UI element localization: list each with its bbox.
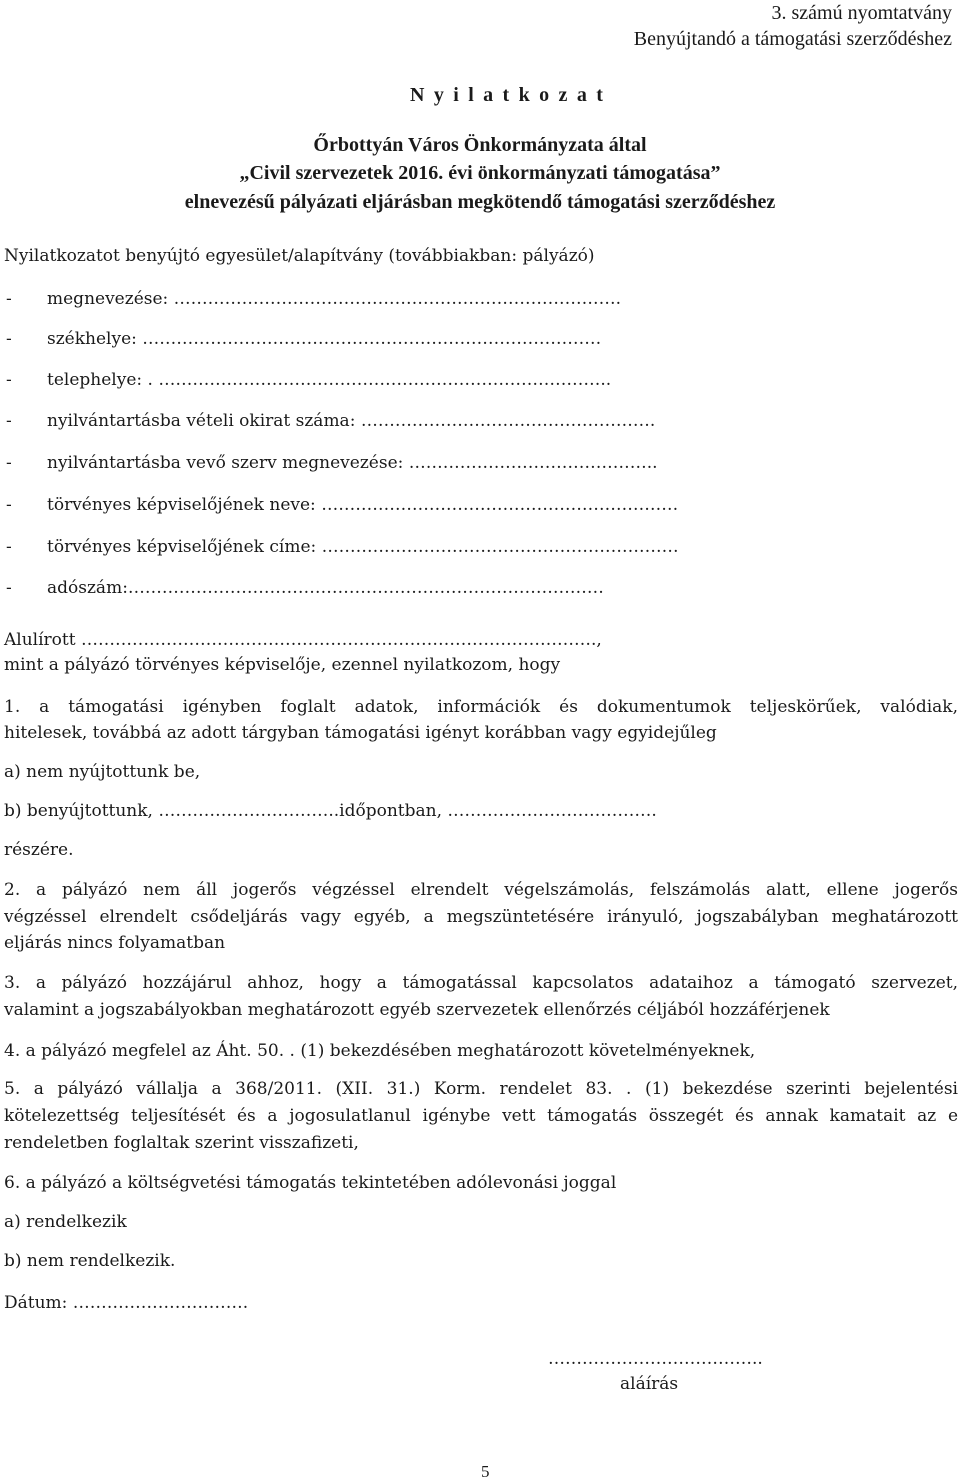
intro-text: Nyilatkozatot benyújtó egyesület/alapítvány (továbbiakban: pályázó) (4, 246, 595, 266)
field-reg-authority: nyilvántartásba vevő szerv megnevezése: …………………………………….. (47, 453, 658, 473)
list-dash: - (6, 411, 12, 431)
point-6-option-a: a) rendelkezik (4, 1212, 127, 1232)
field-name: megnevezése: ……………………………………………………………………. (47, 289, 622, 309)
form-number: 3. számú nyomtatvány (771, 2, 952, 24)
list-dash: - (6, 289, 12, 309)
field-rep-name: törvényes képviselőjének neve: ……………………………………………………… (47, 495, 679, 515)
list-dash: - (6, 370, 12, 390)
subtitle-line-3: elnevezésű pályázati eljárásban megkötendő támogatási szerződéshez (184, 191, 776, 213)
point-4-line-1: 4. a pályázó megfelel az Áht. 50. . (1) bekezdésében meghatározott követelményeknek, (4, 1041, 756, 1061)
signature-label: aláírás (620, 1374, 679, 1394)
point-1-line-2: hitelesek, továbbá az adott tárgyban támogatási igényt korábban vagy egyidejűleg (4, 723, 717, 743)
point-2-line-2: végzéssel elrendelt csődeljárás vagy egyéb, a megszüntetésére irányuló, jogszabályban meghatározott (4, 907, 958, 927)
list-dash: - (6, 578, 12, 598)
point-5-line-1: 5. a pályázó vállalja a 368/2011. (XII. 31.) Korm. rendelet 83. . (1) bekezdése szerinti bejelentési (4, 1079, 958, 1099)
point-1-option-b-end: részére. (4, 840, 74, 860)
subtitle-line-2: „Civil szervezetek 2016. évi önkormányzati támogatása” (239, 162, 721, 184)
point-1-option-a: a) nem nyújtottunk be, (4, 762, 201, 782)
point-6-line-1: 6. a pályázó a költségvetési támogatás tekintetében adólevonási joggal (4, 1173, 617, 1193)
list-dash: - (6, 453, 12, 473)
point-3-line-1: 3. a pályázó hozzájárul ahhoz, hogy a támogatással kapcsolatos adataihoz a támogató szervezet, (4, 973, 958, 993)
field-rep-address: törvényes képviselőjének címe: ……………………………………………………… (47, 537, 679, 557)
undersigned-line-2: mint a pályázó törvényes képviselője, ezennel nyilatkozom, hogy (4, 655, 561, 675)
field-seat: székhelye: ……………………………………………………………………… (47, 329, 602, 349)
point-5-line-3: rendeletben foglaltak szerint visszafizeti, (4, 1133, 359, 1153)
point-3-line-2: valamint a jogszabályokban meghatározott egyéb szervezetek ellenőrzés céljából hozzáférjenek (4, 1000, 830, 1020)
point-1-line-1: 1. a támogatási igényben foglalt adatok, információk és dokumentumok teljeskörűek, valódiak, (4, 697, 958, 717)
field-tax-number: adószám:………………………………………………………………………… (47, 578, 604, 598)
list-dash: - (6, 495, 12, 515)
date-line: Dátum: …………………………. (4, 1293, 249, 1313)
field-reg-number: nyilvántartásba vételi okirat száma: ……………………………………………. (47, 411, 656, 431)
point-6-option-b: b) nem rendelkezik. (4, 1251, 176, 1271)
point-2-line-3: eljárás nincs folyamatban (4, 933, 226, 953)
form-note: Benyújtandó a támogatási szerződéshez (633, 28, 952, 50)
list-dash: - (6, 329, 12, 349)
point-5-line-2: kötelezettség teljesítését és a jogosulatlanul igénybe vett támogatás összegét és annak kamatait az e (4, 1106, 958, 1126)
signature-line: ……………………………….. (548, 1349, 763, 1369)
subtitle-line-1: Őrbottyán Város Önkormányzata által (313, 134, 647, 156)
list-dash: - (6, 537, 12, 557)
point-2-line-1: 2. a pályázó nem áll jogerős végzéssel elrendelt végelszámolás, felszámolás alatt, ellene jogerős (4, 880, 958, 900)
document-title: N y i l a t k o z a t (410, 84, 606, 106)
undersigned-line-1: Alulírott ………………………………………………………………………………., (4, 630, 602, 650)
field-site: telephelye: . …………………………………………………………………….. (47, 370, 612, 390)
point-1-option-b: b) benyújtottunk, …………………………..időpontban, ………………………………. (4, 801, 657, 821)
page-number: 5 (481, 1462, 490, 1481)
